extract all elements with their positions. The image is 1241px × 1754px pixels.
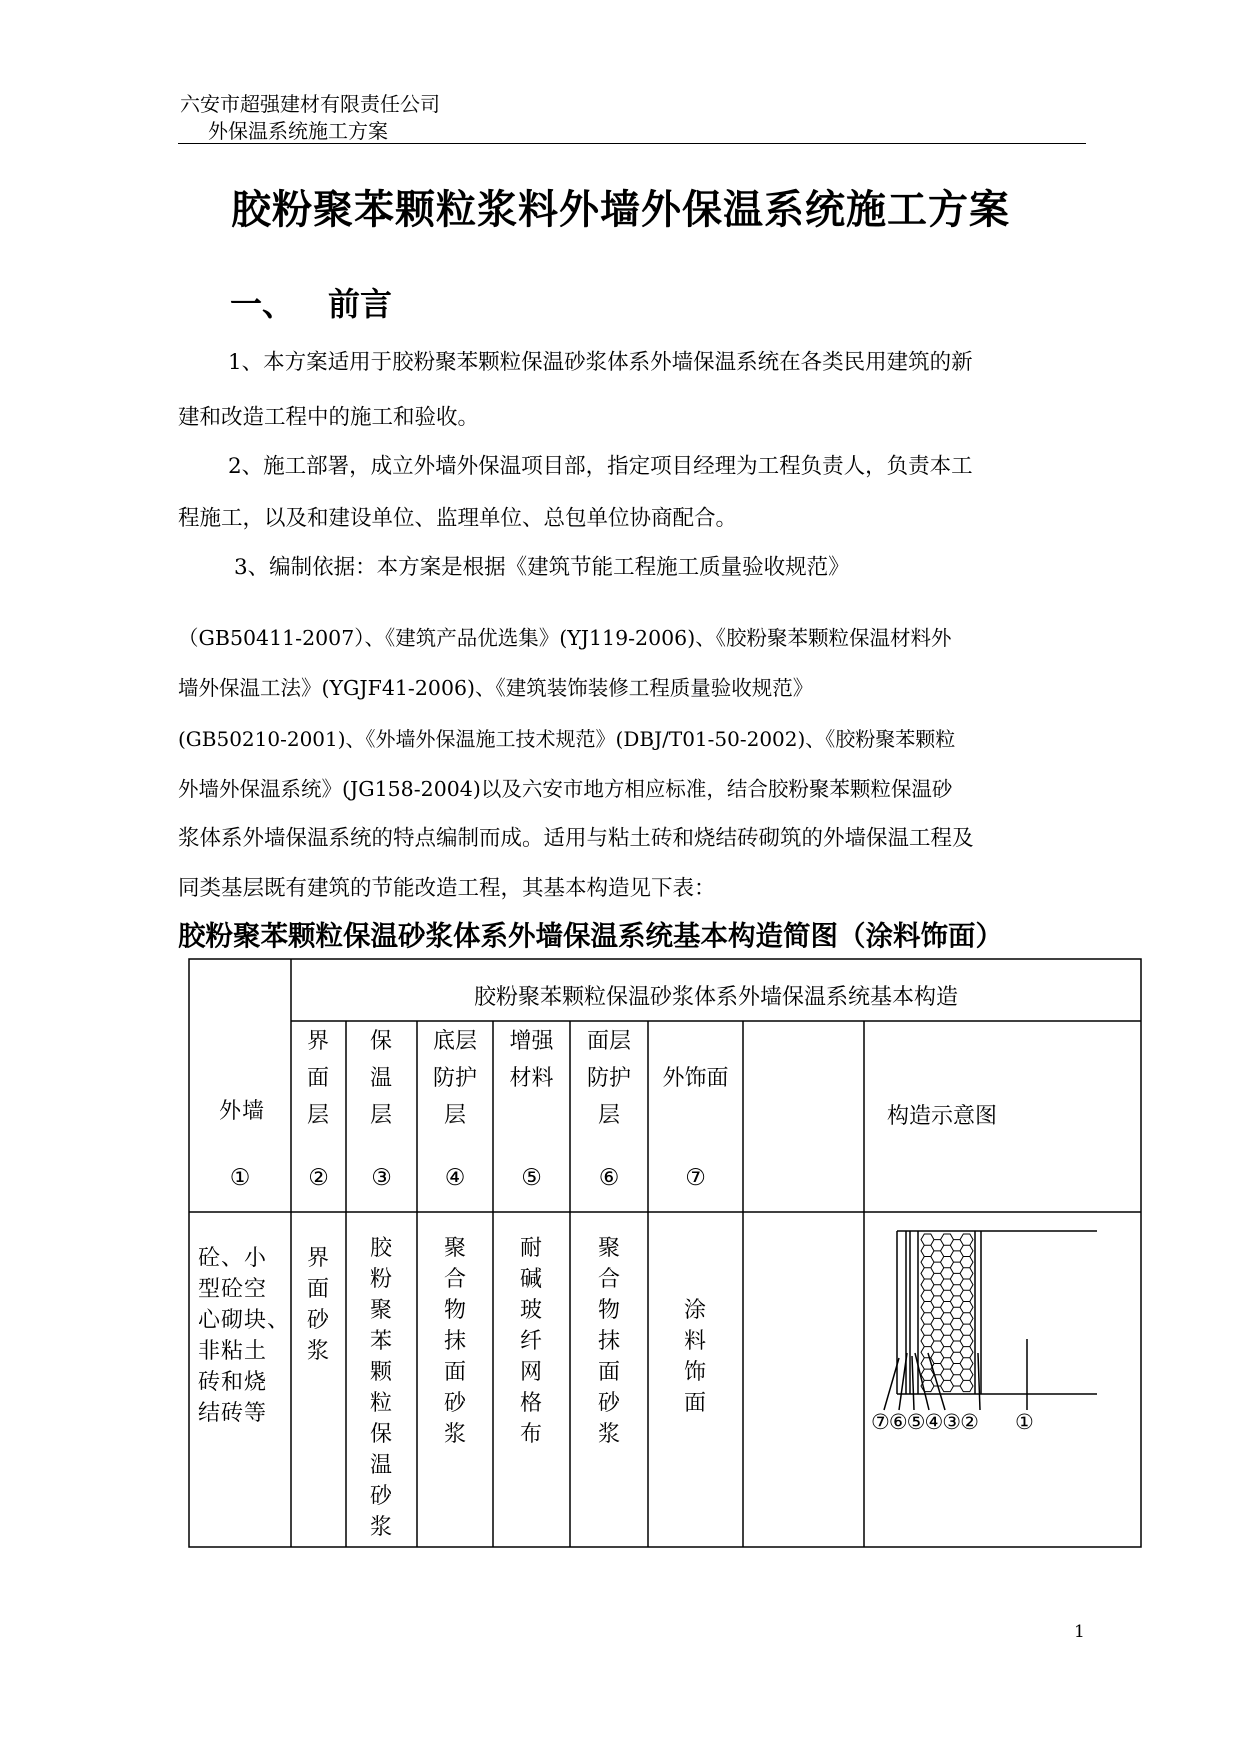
vertical-char: 聚 [443,1236,466,1261]
col-header-line: 层 [597,1103,620,1128]
col-header-char: 层 [369,1103,392,1128]
vertical-char: 浆 [306,1339,329,1364]
body-line: 墙外保温工法》(YGJF41-2006)、《建筑装饰装修工程质量验收规范》 [178,676,814,700]
wall-line: 砼、小 [198,1246,268,1271]
col-num-6: ⑥ [598,1165,620,1191]
wall-line: 结砖等 [198,1401,268,1426]
diagram-layer-labels: ⑦⑥⑤④③② [871,1410,978,1434]
vertical-char: 温 [369,1453,392,1478]
col-header-line: 面层 [586,1029,631,1054]
body-line: (GB50210-2001)、《外墙外保温施工技术规范》(DBJ/T01-50-2002)、《胶粉聚苯颗粒 [178,727,956,751]
vertical-char: 胶 [369,1236,392,1261]
cell-interface [298,1243,338,1367]
vertical-char: 玻 [519,1298,542,1323]
page-number: 1 [1074,1622,1085,1642]
vertical-char: 面 [306,1277,329,1302]
wall-line: 心砌块、 [198,1308,291,1333]
vertical-char: 饰 [683,1360,706,1385]
col-header-line: 层 [443,1103,466,1128]
body-line: 3、编制依据：本方案是根据《建筑节能工程施工质量验收规范》 [234,555,850,580]
cell-reinforce [511,1233,551,1450]
col-header-diagram: 构造示意图 [886,1104,997,1129]
vertical-char: 界 [306,1246,329,1271]
col-num-5: ⑤ [521,1165,542,1191]
cell-surface-protect [589,1233,629,1450]
header-rule [178,143,1086,144]
vertical-char: 面 [683,1391,706,1416]
col-header-finish: 外饰面 [662,1066,729,1091]
body-line: （GB50411-2007）、《建筑产品优选集》(YJ119-2006)、《胶粉聚苯颗粒保温材料外 [178,626,952,650]
construction-table [188,958,1142,1549]
col-num-1: ① [229,1165,251,1191]
col-num-4: ④ [444,1165,466,1191]
col-num-2: ② [308,1165,329,1191]
vertical-char: 砂 [597,1391,620,1416]
vertical-char: 颗 [369,1360,392,1385]
vertical-char: 浆 [443,1422,466,1447]
col-header-char: 面 [306,1066,329,1091]
col-header-interface [298,1026,338,1131]
vertical-char: 砂 [369,1484,392,1509]
col-header-surface-protect [570,1026,648,1131]
vertical-char: 面 [597,1360,620,1385]
vertical-char: 砂 [306,1308,329,1333]
vertical-char: 耐 [519,1236,542,1261]
vertical-char: 涂 [683,1298,706,1323]
body-line: 同类基层既有建筑的节能改造工程，其基本构造见下表： [178,876,716,901]
cell-wall-types [198,1243,290,1429]
vertical-char: 合 [597,1267,620,1292]
vertical-char: 聚 [597,1236,620,1261]
col-header-wall: 外墙 [218,1099,265,1124]
diagram-label-wall: ① [1015,1410,1034,1434]
col-header-line: 防护 [432,1066,477,1091]
vertical-char: 抹 [443,1329,466,1354]
header-company: 六安市超强建材有限责任公司 [180,92,440,116]
vertical-char: 粒 [369,1391,392,1416]
vertical-char: 浆 [369,1515,392,1540]
vertical-char: 布 [519,1422,542,1447]
header-doc-name: 外保温系统施工方案 [208,119,388,143]
cell-insulation [361,1233,401,1543]
col-num-7: ⑦ [685,1165,706,1191]
section-heading [230,284,392,324]
vertical-char: 粉 [369,1267,392,1292]
col-header-reinforce [493,1026,570,1094]
col-header-base-protect [417,1026,493,1131]
col-header-line: 增强 [509,1029,554,1054]
vertical-char: 砂 [443,1391,466,1416]
vertical-char: 格 [519,1391,542,1416]
col-header-char: 层 [306,1103,329,1128]
table-group-header: 胶粉聚苯颗粒保温砂浆体系外墙保温系统基本构造 [473,985,958,1010]
body-line: 程施工，以及和建设单位、监理单位、总包单位协商配合。 [178,506,738,531]
col-header-line: 材料 [509,1066,554,1091]
vertical-char: 物 [597,1298,620,1323]
vertical-char: 面 [443,1360,466,1385]
col-header-char: 温 [369,1066,392,1091]
vertical-char: 抹 [597,1329,620,1354]
vertical-char: 碱 [519,1267,542,1292]
vertical-char: 苯 [369,1329,392,1354]
section-number: 一、 [230,285,295,323]
wall-line: 非粘土 [198,1339,268,1364]
construction-diagram [884,1231,1097,1410]
col-header-insulation [361,1026,401,1131]
vertical-char: 保 [369,1422,392,1447]
section-title: 前言 [328,285,393,323]
document-title: 胶粉聚苯颗粒浆料外墙外保温系统施工方案 [231,187,1010,233]
vertical-char: 纤 [519,1329,542,1354]
vertical-char: 浆 [597,1422,620,1447]
wall-line: 砖和烧 [198,1370,268,1395]
table-title: 胶粉聚苯颗粒保温砂浆体系外墙保温系统基本构造简图（涂料饰面） [178,920,1003,952]
vertical-char: 聚 [369,1298,392,1323]
body-line: 1、本方案适用于胶粉聚苯颗粒保温砂浆体系外墙保温系统在各类民用建筑的新 [228,350,973,375]
col-header-line: 防护 [586,1066,631,1091]
cell-base-protect [435,1233,475,1450]
vertical-char: 物 [443,1298,466,1323]
wall-line: 型砼空 [198,1277,268,1302]
vertical-char: 合 [443,1267,466,1292]
body-line: 2、施工部署，成立外墙外保温项目部，指定项目经理为工程负责人，负责本工 [228,454,973,479]
body-line: 浆体系外墙保温系统的特点编制而成。适用与粘土砖和烧结砖砌筑的外墙保温工程及 [178,826,974,851]
col-header-line: 底层 [432,1029,477,1054]
vertical-char: 料 [683,1329,706,1354]
mesh-pattern [921,1234,973,1392]
body-line: 外墙外保温系统》(JG158-2004)以及六安市地方相应标准，结合胶粉聚苯颗粒保温砂 [178,777,953,801]
col-num-3: ③ [371,1165,392,1191]
col-header-char: 保 [369,1029,392,1054]
cell-finish [675,1295,715,1419]
vertical-char: 网 [519,1360,542,1385]
col-header-char: 界 [306,1029,329,1054]
body-line: 建和改造工程中的施工和验收。 [178,405,480,430]
